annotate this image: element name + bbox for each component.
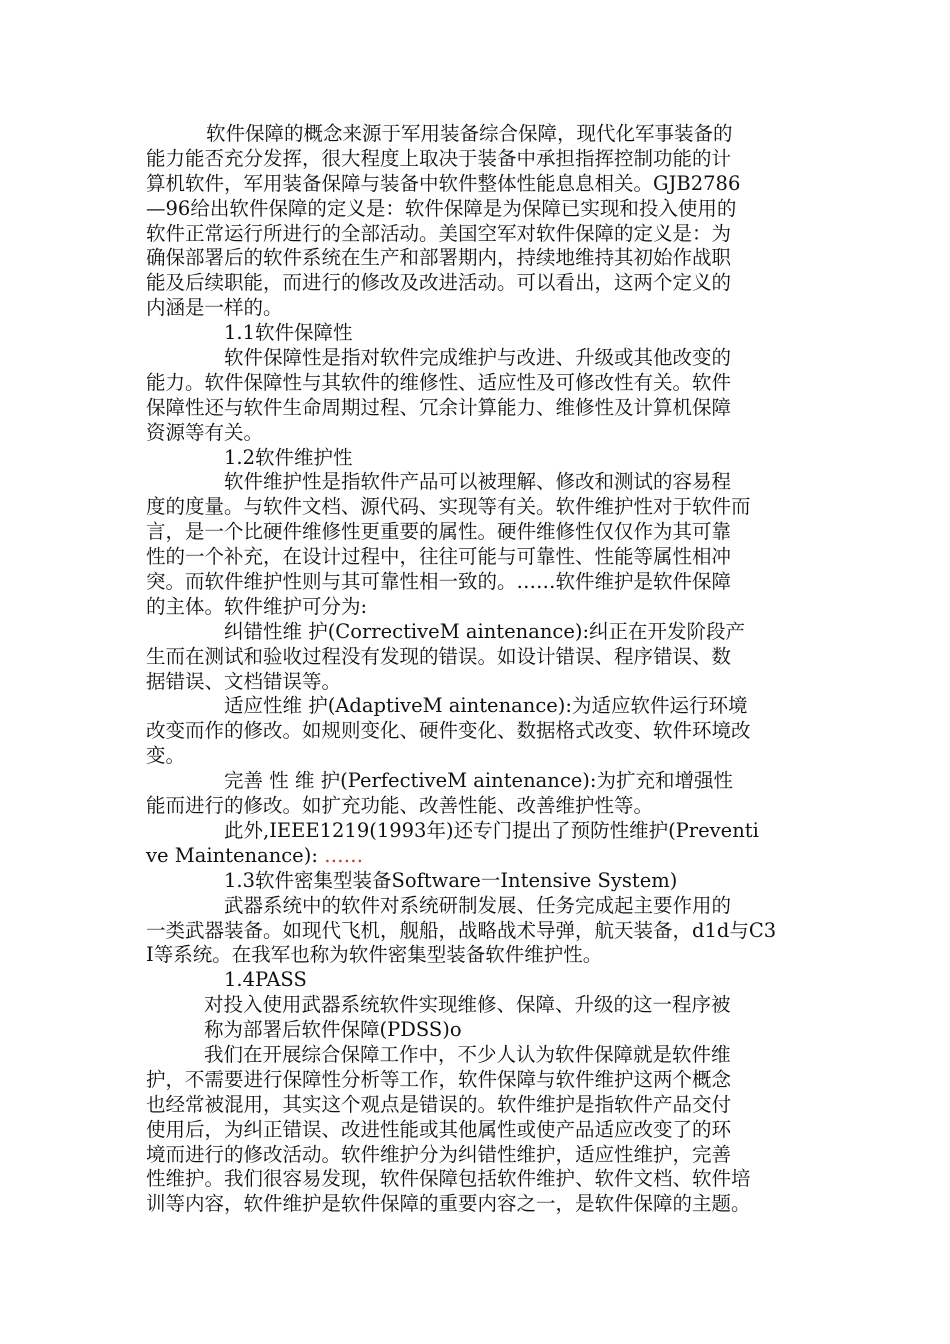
text-line xyxy=(146,446,816,471)
line-text: 据错误、文档错误等。 xyxy=(146,669,342,693)
text-line xyxy=(146,122,816,147)
text-line xyxy=(146,968,816,993)
line-text: 的主体。软件维护可分为: xyxy=(146,594,368,618)
text-line xyxy=(146,346,816,371)
text-line xyxy=(146,719,816,744)
text-line xyxy=(146,1093,816,1118)
line-text: 对投入使用武器系统软件实现维修、保障、升级的这一程序被 xyxy=(204,993,731,1017)
text-line xyxy=(146,993,816,1018)
line-text: 此外,IEEE1219(1993年)还专门提出了预防性维护(Preventi xyxy=(224,818,759,842)
line-text: 软件保障性是指对软件完成维护与改进、升级或其他改变的 xyxy=(224,346,732,370)
line-text: 性维护。我们很容易发现，软件保障包括软件维护、软件文档、软件培 xyxy=(146,1167,751,1191)
text-line xyxy=(146,595,816,620)
text-line xyxy=(146,744,816,769)
line-text: 1.1软件保障性 xyxy=(224,321,353,345)
text-line xyxy=(146,894,816,919)
text-line xyxy=(146,1143,816,1168)
text-line xyxy=(146,1192,816,1217)
line-text: 内涵是一样的。 xyxy=(146,296,283,320)
document-body xyxy=(146,122,816,1217)
text-line xyxy=(146,222,816,247)
line-text: 资源等有关。 xyxy=(146,420,264,444)
line-text: I等系统。在我军也称为软件密集型装备软件维护性。 xyxy=(146,943,603,967)
line-text: 能力能否充分发挥，很大程度上取决于装备中承担指挥控制功能的计 xyxy=(146,146,732,170)
line-text: 保障性还与软件生命周期过程、冗余计算能力、维修性及计算机保障 xyxy=(146,395,732,419)
text-line xyxy=(146,794,816,819)
line-text: 一类武器装备。如现代飞机，舰船，战略战术导弹，航天装备，d1d与C3 xyxy=(146,918,777,942)
line-text: 突。而软件维护性则与其可靠性相一致的。……软件维护是软件保障 xyxy=(146,570,732,594)
line-text: 护，不需要进行保障性分析等工作，软件保障与软件维护这两个概念 xyxy=(146,1067,732,1091)
text-line xyxy=(146,844,816,869)
line-text: 言，是一个比硬件维修性更重要的属性。硬件维修性仅仅作为其可靠 xyxy=(146,520,732,544)
text-line xyxy=(146,396,816,421)
text-line xyxy=(146,670,816,695)
line-text: 性的一个补充，在设计过程中，往往可能与可靠性、性能等属性相冲 xyxy=(146,545,732,569)
text-line xyxy=(146,919,816,944)
line-text: 能力。软件保障性与其软件的维修性、适应性及可修改性有关。软件 xyxy=(146,370,732,394)
text-line xyxy=(146,1018,816,1043)
line-text: 1.3软件密集型装备Software一Intensive System) xyxy=(224,868,678,892)
text-line xyxy=(146,147,816,172)
line-text: 确保部署后的软件系统在生产和部署期内，持续地维持其初始作战职 xyxy=(146,246,732,270)
line-text: 软件正常运行所进行的全部活动。美国空军对软件保障的定义是：为 xyxy=(146,221,732,245)
line-text: 生而在测试和验收过程没有发现的错误。如设计错误、程序错误、数 xyxy=(146,644,732,668)
text-line xyxy=(146,943,816,968)
line-text: 适应性维 护(AdaptiveM aintenance):为适应软件运行环境 xyxy=(224,694,748,718)
text-line xyxy=(146,321,816,346)
line-text: 境而进行的修改活动。软件维护分为纠错性维护，适应性维护，完善 xyxy=(146,1142,732,1166)
line-text: 纠错性维 护(CorrectiveM aintenance):纠正在开发阶段产 xyxy=(224,619,746,643)
text-line xyxy=(146,246,816,271)
text-line xyxy=(146,296,816,321)
text-line xyxy=(146,1068,816,1093)
text-line xyxy=(146,197,816,222)
line-text: ve Maintenance): xyxy=(146,843,325,867)
line-text: 也经常被混用，其实这个观点是错误的。软件维护是指软件产品交付 xyxy=(146,1092,732,1116)
text-line xyxy=(146,371,816,396)
line-text: 使用后，为纠正错误、改进性能或其他属性或使产品适应改变了的环 xyxy=(146,1117,732,1141)
text-line xyxy=(146,769,816,794)
line-text: 改变而作的修改。如规则变化、硬件变化、数据格式改变、软件环境改 xyxy=(146,719,751,743)
line-text: 变。 xyxy=(146,744,186,768)
text-line xyxy=(146,570,816,595)
line-text: 软件保障的概念来源于军用装备综合保障，现代化军事装备的 xyxy=(206,122,733,145)
text-line xyxy=(146,495,816,520)
text-line xyxy=(146,545,816,570)
line-text: 训等内容，软件维护是软件保障的重要内容之一，是软件保障的主题。 xyxy=(146,1192,751,1216)
line-text: 能及后续职能，而进行的修改及改进活动。可以看出，这两个定义的 xyxy=(146,271,732,295)
text-line xyxy=(146,694,816,719)
line-text: 算机软件，军用装备保障与装备中软件整体性能息息相关。GJB2786 xyxy=(146,171,741,195)
line-text: 1.2软件维护性 xyxy=(224,445,353,469)
text-line xyxy=(146,645,816,670)
line-text: 能而进行的修改。如扩充功能、改善性能、改善维护性等。 xyxy=(146,794,654,818)
text-line xyxy=(146,1118,816,1143)
text-line xyxy=(146,172,816,197)
text-line xyxy=(146,1043,816,1068)
text-line xyxy=(146,470,816,495)
line-text: —96给出软件保障的定义是：软件保障是为保障已实现和投入使用的 xyxy=(146,196,737,220)
line-text: 软件维护性是指软件产品可以被理解、修改和测试的容易程 xyxy=(224,470,732,494)
text-line xyxy=(146,421,816,446)
text-line xyxy=(146,520,816,545)
text-line xyxy=(146,869,816,894)
line-text: 完善 性 维 护(PerfectiveM aintenance):为扩充和增强性 xyxy=(224,769,733,793)
text-line xyxy=(146,1167,816,1192)
line-text: 武器系统中的软件对系统研制发展、任务完成起主要作用的 xyxy=(224,893,732,917)
ellipsis-mark: …… xyxy=(324,843,364,867)
line-text: 称为部署后软件保障(PDSS)o xyxy=(204,1018,462,1042)
line-text: 1.4PASS xyxy=(224,968,307,992)
line-text: 度的度量。与软件文档、源代码、实现等有关。软件维护性对于软件而 xyxy=(146,495,751,519)
text-line xyxy=(146,271,816,296)
line-text: 我们在开展综合保障工作中，不少人认为软件保障就是软件维 xyxy=(204,1042,731,1066)
text-line xyxy=(146,819,816,844)
text-line xyxy=(146,620,816,645)
